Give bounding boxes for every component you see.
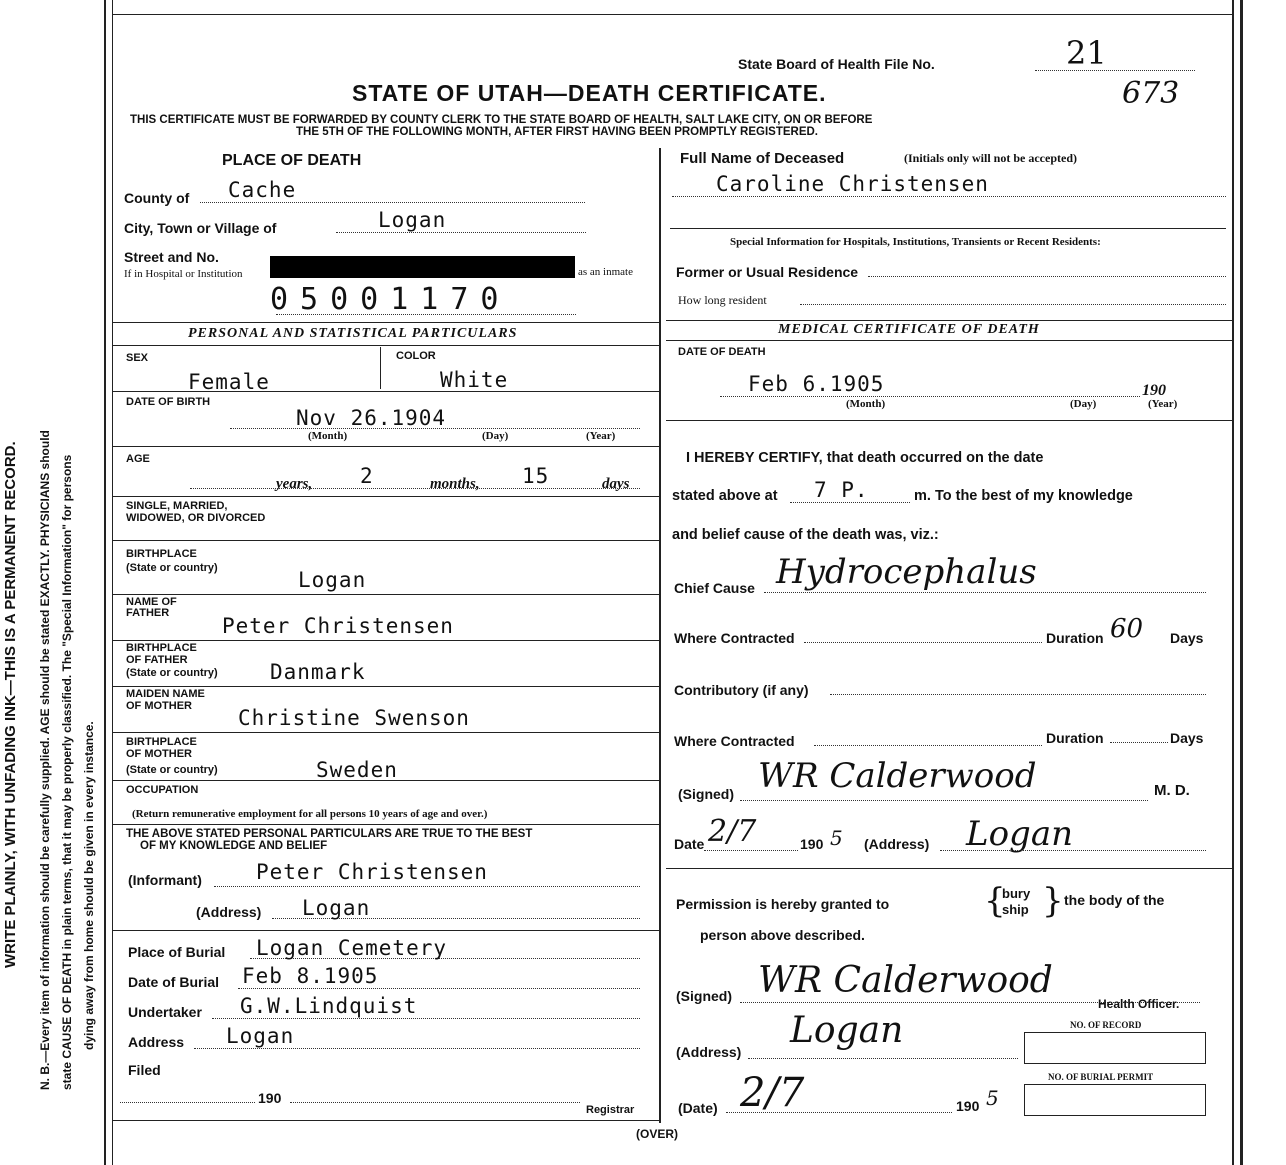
father-bp-label-2: OF FATHER bbox=[126, 654, 188, 666]
permission-top-rule bbox=[666, 868, 1232, 869]
death-time-value: 7 P. bbox=[814, 478, 869, 502]
color-value: White bbox=[440, 368, 509, 392]
certificate-serial: 05001170 bbox=[270, 282, 511, 317]
filed-year: 190 bbox=[258, 1090, 282, 1106]
sex-label: SEX bbox=[126, 352, 149, 364]
personal-top-rule bbox=[112, 322, 659, 323]
informant-value: Peter Christensen bbox=[256, 860, 488, 884]
chief-cause-line bbox=[764, 592, 1206, 593]
officer-label: Health Officer. bbox=[1098, 997, 1180, 1011]
dod-month-caption: (Month) bbox=[846, 398, 886, 410]
outer-right-rule-2 bbox=[1240, 0, 1243, 1165]
time-m-label: m. To the best of my knowledge bbox=[914, 488, 1133, 504]
color-label: COLOR bbox=[396, 350, 436, 362]
father-label-1: NAME OF bbox=[126, 596, 177, 608]
physician-signature-line bbox=[740, 800, 1148, 801]
dob-value: Nov 26.1904 bbox=[296, 406, 447, 430]
permission-date-label: (Date) bbox=[678, 1100, 718, 1116]
physician-signature: WR Calderwood bbox=[758, 756, 1037, 796]
burial-date-label: Date of Burial bbox=[128, 974, 220, 990]
margin-instruction-1: WRITE PLAINLY, WITH UNFADING INK—THIS IS A PERMANENT RECORD. bbox=[2, 441, 19, 968]
special-info-label: Special Information for Hospitals, Institutions, Transients or Recent Residents: bbox=[730, 236, 1101, 248]
dod-year-suffix: 190 bbox=[1142, 382, 1166, 399]
medical-top-rule bbox=[666, 320, 1232, 321]
md-label: M. D. bbox=[1154, 782, 1190, 799]
burial-date-line bbox=[238, 988, 640, 989]
permission-year-suffix: 190 bbox=[956, 1098, 980, 1114]
file-number-line bbox=[1035, 70, 1195, 71]
dob-line bbox=[230, 428, 640, 429]
rule-father bbox=[112, 594, 659, 595]
registrar-label: Registrar bbox=[586, 1104, 635, 1116]
how-long-line bbox=[800, 304, 1226, 305]
outer-left-rule-2 bbox=[112, 0, 113, 1165]
officer-address-label: (Address) bbox=[676, 1044, 742, 1060]
deceased-name-value: Caroline Christensen bbox=[716, 172, 989, 196]
officer-address-line bbox=[748, 1058, 1018, 1059]
personal-heading: PERSONAL AND STATISTICAL PARTICULARS bbox=[188, 326, 518, 341]
city-line bbox=[336, 232, 586, 233]
permission-text-1: Permission is hereby granted to bbox=[676, 896, 890, 912]
how-long-label: How long resident bbox=[678, 293, 767, 307]
rule-age bbox=[112, 446, 659, 447]
informant-line bbox=[214, 886, 640, 887]
rule-father-bp bbox=[112, 640, 659, 641]
mother-label-1: MAIDEN NAME bbox=[126, 688, 205, 700]
contributory-line bbox=[830, 694, 1206, 695]
chief-cause-value: Hydrocephalus bbox=[776, 552, 1037, 592]
age-line bbox=[190, 488, 640, 489]
years-caption: years, bbox=[276, 476, 313, 492]
where-contracted-line-1 bbox=[804, 642, 1042, 643]
medical-heading: MEDICAL CERTIFICATE OF DEATH bbox=[778, 322, 1040, 337]
mother-bp-caption: (State or country) bbox=[126, 764, 218, 776]
where-contracted-line-2 bbox=[814, 745, 1042, 746]
brace-right: } bbox=[1042, 881, 1064, 921]
margin-instruction-4: dying away from home should be given in every instance. bbox=[82, 721, 96, 1050]
burial-address-line bbox=[194, 1048, 640, 1049]
burial-place-value: Logan Cemetery bbox=[256, 936, 448, 960]
rule-dob bbox=[112, 391, 659, 392]
serial-line bbox=[276, 314, 576, 315]
county-label: County of bbox=[124, 190, 190, 206]
dob-month-caption: (Month) bbox=[308, 430, 348, 442]
father-bp-value: Danmark bbox=[270, 660, 366, 684]
sex-color-divider bbox=[380, 347, 381, 389]
mother-label-2: OF MOTHER bbox=[126, 700, 192, 712]
filed-label: Filed bbox=[128, 1062, 161, 1078]
sign-date-line bbox=[704, 850, 798, 851]
mother-value: Christine Swenson bbox=[238, 706, 470, 730]
notice-line-2: THE 5TH OF THE FOLLOWING MONTH, AFTER FIRST HAVING BEEN PROMPTLY REGISTERED. bbox=[296, 126, 818, 138]
dod-day-caption: (Day) bbox=[1070, 398, 1097, 410]
dod-value: Feb 6.1905 bbox=[748, 372, 885, 396]
permission-date-line bbox=[726, 1112, 952, 1113]
age-label: AGE bbox=[126, 453, 150, 465]
top-rule bbox=[112, 14, 1232, 15]
rule-mother bbox=[112, 686, 659, 687]
stated-above-label: stated above at bbox=[672, 488, 778, 504]
dod-label: DATE OF DEATH bbox=[678, 346, 766, 358]
hospital-label: If in Hospital or Institution bbox=[124, 268, 243, 280]
inmate-label: as an inmate bbox=[578, 266, 633, 278]
sign-date-label: Date bbox=[674, 836, 705, 852]
birthplace-label: BIRTHPLACE bbox=[126, 548, 197, 560]
brace-left: { bbox=[984, 881, 1006, 921]
residence-line bbox=[868, 276, 1226, 277]
burial-date-value: Feb 8.1905 bbox=[242, 964, 379, 988]
burial-top-rule bbox=[112, 930, 659, 931]
mother-bp-label-1: BIRTHPLACE bbox=[126, 736, 197, 748]
duration-line-2 bbox=[1110, 742, 1168, 743]
burial-permit-label: NO. OF BURIAL PERMIT bbox=[1048, 1072, 1154, 1082]
document-title: STATE OF UTAH—DEATH CERTIFICATE. bbox=[352, 80, 827, 106]
officer-signature: WR Calderwood bbox=[758, 960, 1053, 1001]
belief-label: and belief cause of the death was, viz.: bbox=[672, 527, 939, 543]
marital-label-2: WIDOWED, OR DIVORCED bbox=[126, 512, 266, 524]
medical-head-rule bbox=[666, 340, 1232, 341]
deceased-name-note: (Initials only will not be accepted) bbox=[904, 151, 1077, 165]
permission-year-value: 5 bbox=[986, 1086, 999, 1110]
duration-days-label-1: Days bbox=[1170, 630, 1204, 646]
undertaker-value: G.W.Lindquist bbox=[240, 994, 418, 1018]
outer-right-rule bbox=[1232, 0, 1234, 1165]
death-time-line bbox=[790, 502, 910, 503]
mother-bp-value: Sweden bbox=[316, 758, 398, 782]
physician-address-label: (Address) bbox=[864, 836, 930, 852]
deceased-name-rule bbox=[670, 228, 1226, 229]
birthplace-value: Logan bbox=[298, 568, 367, 592]
father-bp-caption: (State or country) bbox=[126, 667, 218, 679]
file-number-label: State Board of Health File No. bbox=[738, 56, 935, 72]
dob-day-caption: (Day) bbox=[482, 430, 509, 442]
street-label: Street and No. bbox=[124, 249, 219, 265]
permission-text-3: person above described. bbox=[700, 927, 865, 943]
sign-date-value: 2/7 bbox=[708, 814, 757, 849]
where-contracted-label-1: Where Contracted bbox=[674, 630, 795, 646]
officer-signed-label: (Signed) bbox=[676, 988, 732, 1004]
deceased-name-label: Full Name of Deceased bbox=[680, 150, 845, 167]
age-days-value: 15 bbox=[522, 464, 550, 488]
sign-year-suffix: 190 bbox=[800, 836, 824, 852]
rule-mother-bp bbox=[112, 732, 659, 733]
deceased-name-line bbox=[672, 196, 1226, 197]
filed-year-line bbox=[290, 1102, 580, 1103]
burial-permit-box bbox=[1024, 1084, 1206, 1116]
occupation-note: (Return remunerative employment for all persons 10 years of age and over.) bbox=[132, 808, 488, 820]
personal-certify-1: THE ABOVE STATED PERSONAL PARTICULARS ARE TRUE TO THE BEST bbox=[126, 828, 533, 840]
permission-text-2: the body of the bbox=[1064, 892, 1165, 908]
record-number-box bbox=[1024, 1032, 1206, 1064]
certificate-number: 673 bbox=[1122, 76, 1180, 111]
burial-address-value: Logan bbox=[226, 1024, 295, 1048]
occupation-label: OCCUPATION bbox=[126, 784, 199, 796]
county-line bbox=[200, 202, 585, 203]
rule-occupation bbox=[112, 780, 659, 781]
place-heading: PLACE OF DEATH bbox=[222, 152, 362, 169]
days-caption: days bbox=[602, 476, 630, 492]
undertaker-label: Undertaker bbox=[128, 1004, 202, 1020]
duration-days-label-2: Days bbox=[1170, 730, 1204, 746]
father-label-2: FATHER bbox=[126, 607, 170, 619]
margin-instruction-3: state CAUSE OF DEATH in plain terms, that it may be properly classified. The "Special Information" for persons bbox=[60, 454, 74, 1090]
burial-place-label: Place of Burial bbox=[128, 944, 226, 960]
dod-line bbox=[720, 396, 1140, 397]
bury-option[interactable]: bury bbox=[1002, 886, 1031, 901]
sign-year-value: 5 bbox=[830, 826, 843, 850]
informant-label: (Informant) bbox=[128, 872, 202, 888]
record-number-label: NO. OF RECORD bbox=[1070, 1020, 1142, 1030]
duration-label-2: Duration bbox=[1046, 730, 1104, 746]
burial-address-label: Address bbox=[128, 1034, 185, 1050]
file-number: 21 bbox=[1066, 34, 1107, 72]
dod-year-caption: (Year) bbox=[1148, 398, 1178, 410]
chief-cause-label: Chief Cause bbox=[674, 580, 755, 596]
physician-signed-label: (Signed) bbox=[678, 786, 734, 802]
informant-address-label: (Address) bbox=[196, 904, 262, 920]
informant-address-value: Logan bbox=[302, 896, 371, 920]
rule-birthplace bbox=[112, 540, 659, 541]
sex-value: Female bbox=[188, 370, 270, 394]
outer-left-rule bbox=[104, 0, 106, 1165]
age-months-value: 2 bbox=[360, 464, 374, 488]
residence-label: Former or Usual Residence bbox=[676, 264, 859, 280]
over-label: (OVER) bbox=[636, 1127, 678, 1141]
dob-label: DATE OF BIRTH bbox=[126, 396, 211, 408]
undertaker-line bbox=[212, 1018, 640, 1019]
physician-address-line bbox=[940, 850, 1206, 851]
months-caption: months, bbox=[430, 476, 480, 492]
margin-instruction-2: N. B.—Every item of information should be carefully supplied. AGE should be stated EXACTLY. PHYSICIANS should bbox=[38, 430, 52, 1090]
rule-marital bbox=[112, 496, 659, 497]
dod-rule bbox=[666, 420, 1232, 421]
where-contracted-label-2: Where Contracted bbox=[674, 733, 795, 749]
duration-value: 60 bbox=[1110, 614, 1144, 644]
city-value: Logan bbox=[378, 208, 447, 232]
city-label: City, Town or Village of bbox=[124, 220, 277, 236]
contributory-label: Contributory (if any) bbox=[674, 682, 809, 698]
personal-certify-2: OF MY KNOWLEDGE AND BELIEF bbox=[140, 840, 328, 852]
father-value: Peter Christensen bbox=[222, 614, 454, 638]
mother-bp-label-2: OF MOTHER bbox=[126, 748, 192, 760]
center-divider bbox=[659, 148, 661, 1123]
rule-certify bbox=[112, 824, 659, 825]
certify-line-1: I HEREBY CERTIFY, that death occurred on the date bbox=[686, 450, 1044, 466]
permission-date-value: 2/7 bbox=[740, 1070, 805, 1116]
duration-label-1: Duration bbox=[1046, 630, 1104, 646]
notice-line-1: THIS CERTIFICATE MUST BE FORWARDED BY COUNTY CLERK TO THE STATE BOARD OF HEALTH, SALT LAKE CITY, ON OR BEFORE bbox=[130, 114, 873, 126]
officer-address-value: Logan bbox=[790, 1010, 904, 1051]
left-bottom-rule bbox=[112, 1120, 659, 1121]
birthplace-state-caption: (State or country) bbox=[126, 562, 218, 574]
marital-label-1: SINGLE, MARRIED, bbox=[126, 500, 228, 512]
dob-year-caption: (Year) bbox=[586, 430, 616, 442]
ship-option[interactable]: ship bbox=[1002, 902, 1029, 917]
father-bp-label-1: BIRTHPLACE bbox=[126, 642, 197, 654]
filed-line bbox=[120, 1102, 255, 1103]
county-value: Cache bbox=[228, 178, 297, 202]
redaction-bar bbox=[270, 256, 575, 278]
personal-head-rule bbox=[112, 345, 659, 346]
physician-address-value: Logan bbox=[966, 814, 1073, 854]
